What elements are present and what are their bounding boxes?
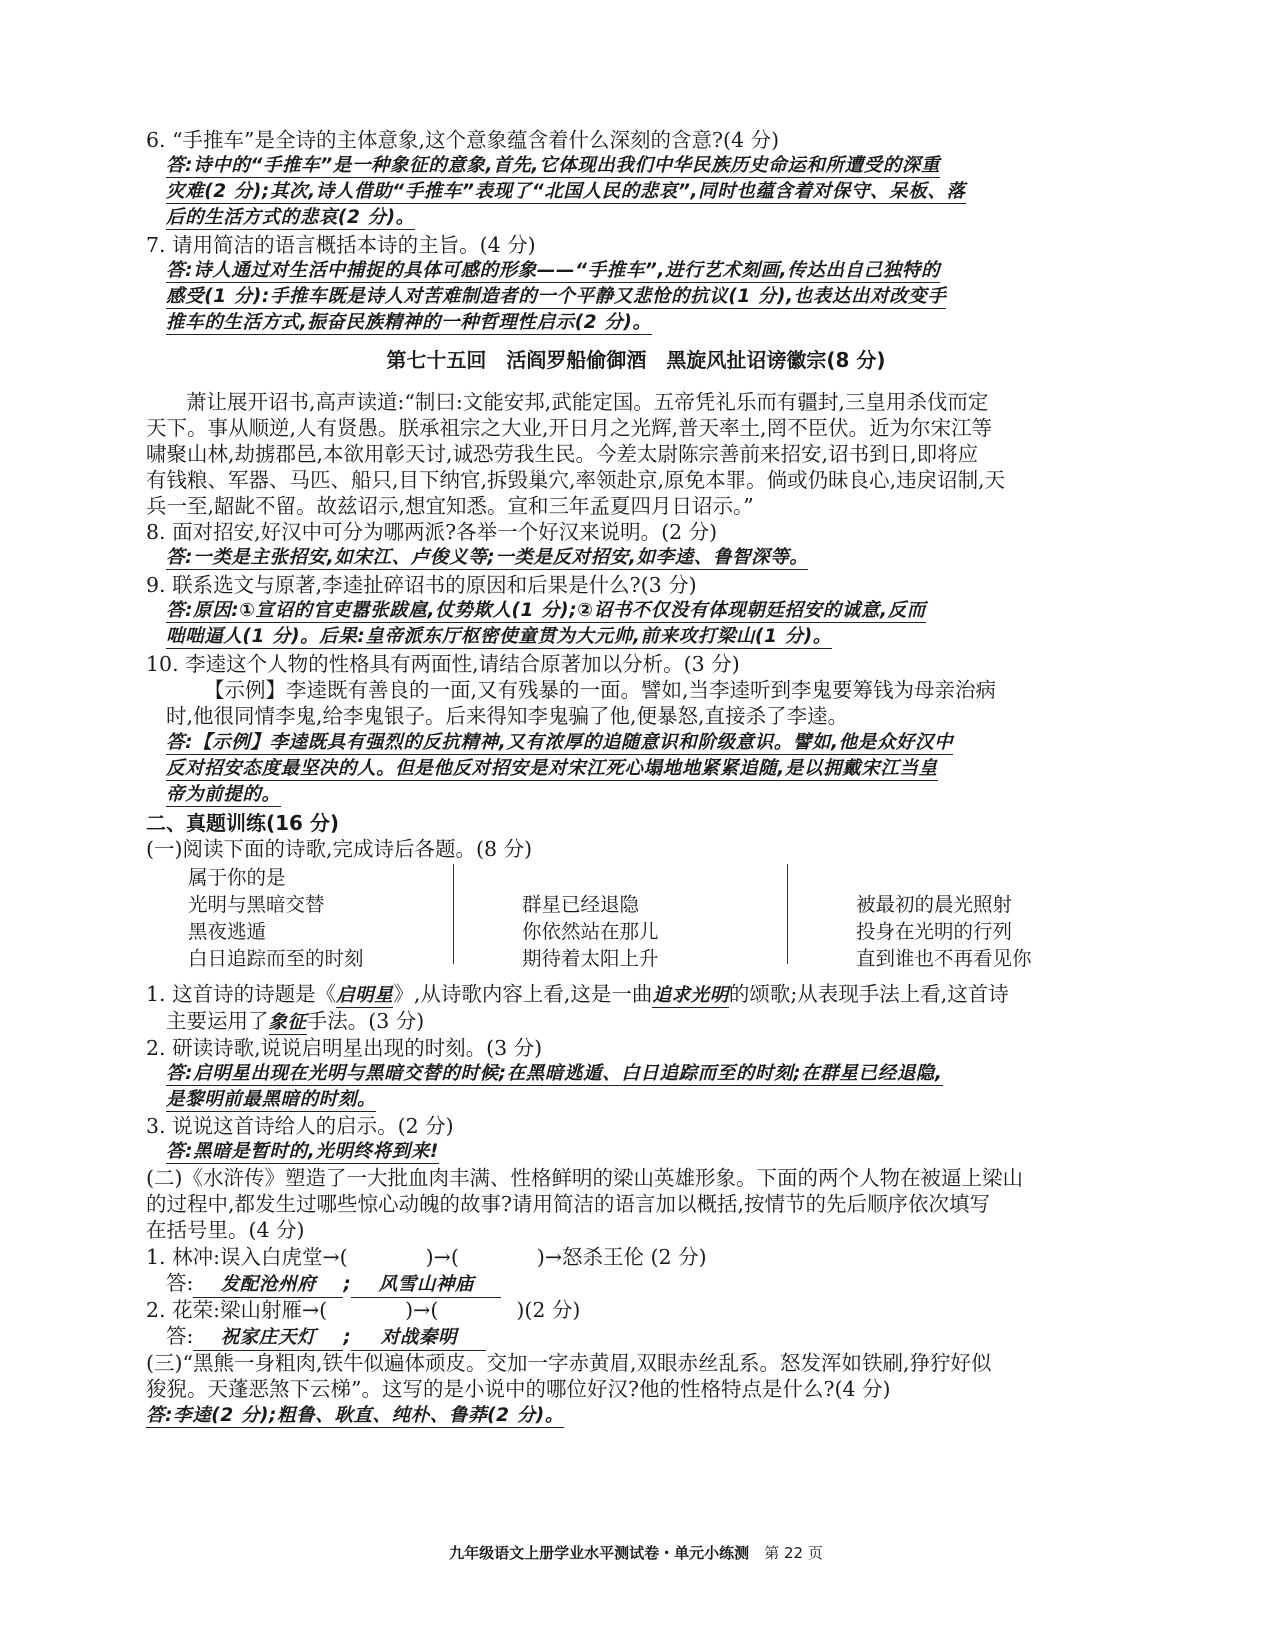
p1-fill-technique: 象征 xyxy=(268,1012,307,1033)
q10-question: 10. 李逵这个人物的性格具有两面性,请结合原著加以分析。(3 分) xyxy=(146,652,740,676)
sub2-line: (二)《水浒传》塑造了一大批血肉丰满、性格鲜明的梁山英雄形象。下面的两个人物在被逼上梁山 xyxy=(146,1166,1023,1190)
chapter-heading: 第七十五回 活阎罗船偷御酒 黑旋风扯诏谤徽宗(8 分) xyxy=(386,348,886,372)
part2-heading: 二、真题训练(16 分) xyxy=(146,811,340,835)
q10-answer-line: 答:【示例】李逵既具有强烈的反抗精神,又有浓厚的追随意识和阶级意识。譬如,他是众好汉中 xyxy=(166,732,954,753)
sub2-line: 的过程中,都发生过哪些惊心动魄的故事?请用简洁的语言加以概括,按情节的先后顺序依次填写 xyxy=(146,1192,991,1216)
p2-answer-line: 是黎明前最黑暗的时刻。 xyxy=(166,1089,377,1110)
q9-answer-line: 答:原因:①宣诏的官吏嚣张跋扈,仗势欺人(1 分);②诏书不仅没有体现朝廷招安的诚意,反而 xyxy=(166,600,926,621)
page-footer xyxy=(0,1542,1272,1563)
poem-column-1 xyxy=(188,864,364,972)
page-number: 第 22 页 xyxy=(764,1544,823,1562)
p1-line1: 1. 这首诗的诗题是《启明星》,从诗歌内容上看,这是一曲追求光明的颂歌;从表现手法上看,这首诗 xyxy=(146,982,1009,1006)
part2-sub1: (一)阅读下面的诗歌,完成诗后各题。(8 分) xyxy=(146,837,533,861)
poem-column-2 xyxy=(522,891,659,972)
q10-example-line: 【示例】李逵既有善良的一面,又有残暴的一面。譬如,当李逵听到李鬼要筹钱为母亲治病 xyxy=(204,678,997,702)
p2-question: 2. 研读诗歌,说说启明星出现的时刻。(3 分) xyxy=(146,1036,543,1060)
q10-answer-line: 反对招安态度最坚决的人。但是他反对招安是对宋江死心塌地地紧紧追随,是以拥戴宋江当皇 xyxy=(166,758,938,779)
sub3-line: (三)“黑熊一身粗肉,铁牛似遍体顽皮。交加一字赤黄眉,双眼赤丝乱系。怒发浑如铁刷,狰狞好似 xyxy=(146,1351,992,1375)
lin-chong-answer: 答: 发配沧州府 ; 风雪山神庙 xyxy=(166,1271,501,1298)
q6-answer-line: 灾难(2 分);其次,诗人借助“手推车”表现了“北国人民的悲哀”,同时也蕴含着对保守、呆板、落 xyxy=(166,181,966,202)
hua-rong-question: 2. 花荣:梁山射雁→( )→( )(2 分) xyxy=(146,1298,581,1322)
q6-question: 6. “手推车”是全诗的主体意象,这个意象蕴含着什么深刻的含意?(4 分) xyxy=(146,128,780,152)
poem-divider xyxy=(453,864,454,964)
hua-rong-fill-2: 对战秦明 xyxy=(351,1326,486,1351)
q6-answer-line: 答:诗中的“手推车”是一种象征的意象,首先,它体现出我们中华民族历史命运和所遭受的深重 xyxy=(166,155,941,176)
passage-line: 兵一至,龆龀不留。故兹诏示,想宜知悉。宣和三年孟夏四月日诏示。” xyxy=(146,494,754,518)
q7-answer-line: 推车的生活方式,振奋民族精神的一种哲理性启示(2 分)。 xyxy=(166,312,652,333)
p1-fill-title: 启明星 xyxy=(336,985,394,1006)
lin-chong-fill-1: 发配沧州府 xyxy=(193,1273,343,1298)
footer-title: 九年级语文上册学业水平测试卷・单元小练测 xyxy=(449,1544,750,1562)
poem-line: 群星已经退隐 xyxy=(522,893,640,916)
poem-line: 期待着太阳上升 xyxy=(522,947,659,970)
poem-line: 投身在光明的行列 xyxy=(856,920,1013,943)
q7-answer-line: 感受(1 分):手推车既是诗人对苦难制造者的一个平静又悲怆的抗议(1 分),也表达出对改变手 xyxy=(166,286,947,307)
lin-chong-fill-2: 风雪山神庙 xyxy=(351,1273,501,1298)
lin-chong-question: 1. 林冲:误入白虎堂→( )→( )→怒杀王伦 (2 分) xyxy=(146,1245,707,1269)
p1-fill-theme: 追求光明 xyxy=(652,985,729,1006)
passage-line: 啸聚山林,劫掳郡邑,本欲用彰天讨,诚恐劳我生民。今差太尉陈宗善前来招安,诏书到日,即将应 xyxy=(146,442,979,466)
poem-line: 属于你的是 xyxy=(188,866,286,889)
p1-line2: 主要运用了象征手法。(3 分) xyxy=(166,1009,425,1033)
poem-divider xyxy=(787,864,788,964)
sub2-line: 在括号里。(4 分) xyxy=(146,1218,305,1242)
q10-answer-line: 帝为前提的。 xyxy=(166,784,281,805)
passage-line: 萧让展开诏书,高声读道:“制曰:文能安邦,武能定国。五帝凭礼乐而有疆封,三皇用杀伐而定 xyxy=(186,390,989,414)
poem-line: 被最初的晨光照射 xyxy=(856,893,1013,916)
p3-answer: 答:黑暗是暂时的,光明终将到来! xyxy=(166,1141,439,1162)
q7-question: 7. 请用简洁的语言概括本诗的主旨。(4 分) xyxy=(146,233,536,257)
poem-line: 白日追踪而至的时刻 xyxy=(188,947,364,970)
poem-line: 光明与黑暗交替 xyxy=(188,893,325,916)
q9-answer-line: 咄咄逼人(1 分)。后果:皇帝派东厅枢密使童贯为大元帅,前来攻打梁山(1 分)。 xyxy=(166,626,832,647)
p3-question: 3. 说说这首诗给人的启示。(2 分) xyxy=(146,1114,454,1138)
sub3-answer: 答:李逵(2 分);粗鲁、耿直、纯朴、鲁莽(2 分)。 xyxy=(146,1405,564,1426)
poem-line: 直到谁也不再看见你 xyxy=(856,947,1032,970)
q6-answer-line: 后的生活方式的悲哀(2 分)。 xyxy=(166,207,415,228)
q10-example-line: 时,他很同情李鬼,给李鬼银子。后来得知李鬼骗了他,便暴怒,直接杀了李逵。 xyxy=(166,704,849,728)
poem-line: 你依然站在那儿 xyxy=(522,920,659,943)
hua-rong-fill-1: 祝家庄天灯 xyxy=(193,1326,343,1351)
hua-rong-answer: 答: 祝家庄天灯 ; 对战秦明 xyxy=(166,1324,486,1351)
q9-question: 9. 联系选文与原著,李逵扯碎诏书的原因和后果是什么?(3 分) xyxy=(146,573,697,597)
poem-column-3 xyxy=(856,891,1032,972)
q8-answer-line: 答:一类是主张招安,如宋江、卢俊义等;一类是反对招安,如李逵、鲁智深等。 xyxy=(166,547,809,568)
p2-answer-line: 答:启明星出现在光明与黑暗交替的时候;在黑暗逃遁、白日追踪而至的时刻;在群星已经退隐, xyxy=(166,1063,943,1084)
sub3-line: 狻猊。天蓬恶煞下云梯”。这写的是小说中的哪位好汉?他的性格特点是什么?(4 分) xyxy=(146,1377,891,1401)
q7-answer-line: 答:诗人通过对生活中捕捉的具体可感的形象——“手推车”,进行艺术刻画,传达出自己独特的 xyxy=(166,260,941,281)
passage-line: 有钱粮、军器、马匹、船只,目下纳官,拆毁巢穴,率领赴京,原免本罪。倘或仍昧良心,违戾诏制,天 xyxy=(146,468,1006,492)
q8-question: 8. 面对招安,好汉中可分为哪两派?各举一个好汉来说明。(2 分) xyxy=(146,520,718,544)
poem-line: 黑夜逃遁 xyxy=(188,920,267,943)
passage-line: 天下。事从顺逆,人有贤愚。朕承祖宗之大业,开日月之光辉,普天率土,罔不臣伏。近为尔宋江等 xyxy=(146,416,993,440)
